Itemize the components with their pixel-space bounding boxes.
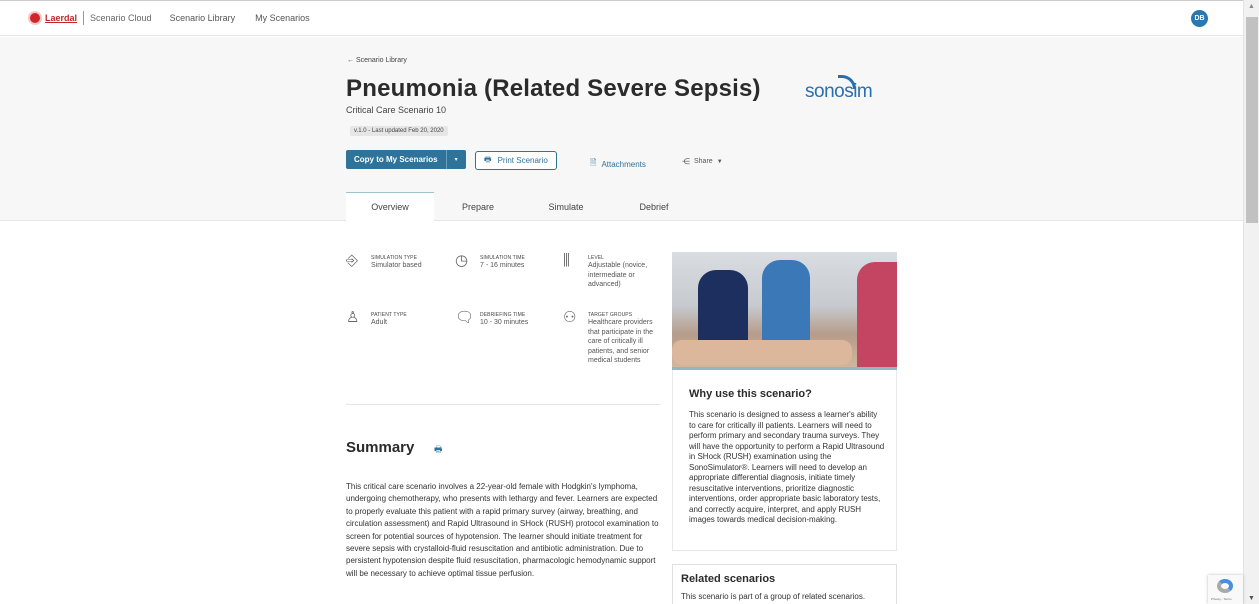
laerdal-logo[interactable] [28,11,77,25]
simulator-icon: ⎆ [346,252,359,269]
why-text: This scenario is designed to assess a learner's ability to care for critically ill patients. Learners will need to perform primary and secondary trauma surveys. They will have the opportunity to perform a Rapid Ultrasound in SHock (RUSH) examination using the SonoSimulator®. Learners will need to develop an appropriate differential diagnosis, initiate timely resuscitative interventions, prioritize diagnostic interventions, order appropriate basic laboratory tests, and correctly acquire, interpret, and apply RUSH images towards medical decision-making. [689,410,885,524]
caret-down-icon: ▼ [716,158,723,165]
top-navbar [0,0,1243,36]
fact-label: SIMULATION TIME [480,255,525,261]
image-manikin [672,340,852,365]
back-to-library-link[interactable]: ← Scenario Library [347,57,407,64]
level-icon: ⫼ [563,252,570,269]
fact-debriefing-time [455,310,555,328]
scroll-down-arrow-icon[interactable]: ▼ [1248,595,1255,602]
fact-value: 7 - 16 minutes [480,262,525,269]
print-summary-icon[interactable]: 🖶 [434,444,443,454]
page-title: Pneumonia (Related Severe Sepsis) [346,75,761,102]
section-divider [346,404,661,405]
nav-scenario-library[interactable]: Scenario Library [169,13,236,23]
print-label: Print Scenario [497,156,548,165]
fact-value: Adjustable (novice, intermediate or advanced) [588,262,648,288]
image-figure [762,260,810,350]
page-subtitle: Critical Care Scenario 10 [346,105,447,115]
share-icon: ⋲ [682,157,690,166]
fact-patient-type [346,310,446,328]
patient-icon: ♙ [346,309,360,326]
version-badge: v.1.0 - Last updated Feb 20, 2020 [350,126,448,136]
scroll-thumb[interactable] [1246,17,1258,223]
tab-prepare[interactable]: Prepare [461,201,495,212]
fact-simulation-time [455,253,555,271]
scenario-image [672,252,897,370]
tab-overview[interactable]: Overview [346,192,434,221]
fact-label: LEVEL [588,255,605,261]
chat-icon: 🗨 [455,309,475,326]
image-figure [698,270,748,350]
summary-text: This critical care scenario involves a 22-year-old female with Hodgkin's lymphoma, undergoing chemotherapy, who presents with lethargy and fever. Learners are expected to properly evaluate this patient with a rapid primary survey (airway, breathing, and circulation assessment) and Rapid Ultrasound in SHock (RUSH) protocol examination to screen for potential sources of hypotension. The learner should initiate treatment for severe sepsis with crystalloid-fluid resuscitation and antibiotic administration. Due to persistent hypotension despite fluid resuscitation, pharmacologic hemodynamic support will be necessary to achieve optimal tissue perfusion. [346,482,659,578]
copy-to-my-scenarios-button[interactable]: Copy to My Scenarios [346,150,446,169]
share-label: Share [694,158,713,165]
copy-button-group [346,150,466,169]
fact-label: PATIENT TYPE [371,312,407,318]
recaptcha-icon [1217,579,1233,593]
related-scenarios-card [672,564,897,604]
related-text: This scenario is part of a group of related scenarios. [681,592,866,601]
attachments-label: Attachments [601,159,646,169]
sonosim-logo: sonosim [805,81,873,102]
print-scenario-button[interactable] [475,151,557,170]
scroll-up-arrow-icon[interactable]: ▲ [1248,3,1255,10]
printer-icon: 🖶 [484,154,492,164]
fact-value: Adult [371,319,387,326]
fact-label: SIMULATION TYPE [371,255,418,261]
document-icon: 🗎 [590,158,597,167]
related-heading: Related scenarios [681,573,776,585]
tab-debrief[interactable]: Debrief [639,201,669,212]
group-icon: ⚇ [563,309,577,326]
fact-simulation-type [346,253,446,271]
scenario-tabs [346,192,698,221]
fact-level [563,253,663,290]
share-dropdown[interactable] [682,157,723,166]
recaptcha-terms[interactable]: Privacy - Terms [1211,597,1232,601]
page-scrollbar[interactable] [1243,0,1259,604]
user-avatar[interactable]: DB [1191,10,1208,27]
tab-simulate[interactable]: Simulate [548,201,584,212]
attachments-link[interactable] [590,157,646,171]
fact-label: TARGET GROUPS [588,312,633,318]
why-use-card [672,370,897,551]
brand-name: Laerdal [45,13,78,23]
product-name[interactable]: Scenario Cloud [90,13,152,23]
recaptcha-badge[interactable] [1208,575,1243,604]
copy-dropdown-toggle[interactable]: ▾ [446,150,466,169]
fact-value: Healthcare providers that participate in the care of critically ill patients, and senior medical students [588,319,653,364]
fact-target-groups [563,310,663,366]
why-heading: Why use this scenario? [689,388,812,400]
image-figure [857,262,897,370]
fact-label: DEBRIEFING TIME [480,312,526,318]
stopwatch-icon: ◷ [455,252,469,269]
logo-divider [83,11,84,25]
fact-value: 10 - 30 minutes [480,319,529,326]
fact-value: Simulator based [371,262,422,269]
laerdal-logo-icon [28,11,42,25]
summary-heading: Summary [346,439,415,456]
nav-my-scenarios[interactable]: My Scenarios [255,13,310,23]
scenario-header [0,37,1243,221]
